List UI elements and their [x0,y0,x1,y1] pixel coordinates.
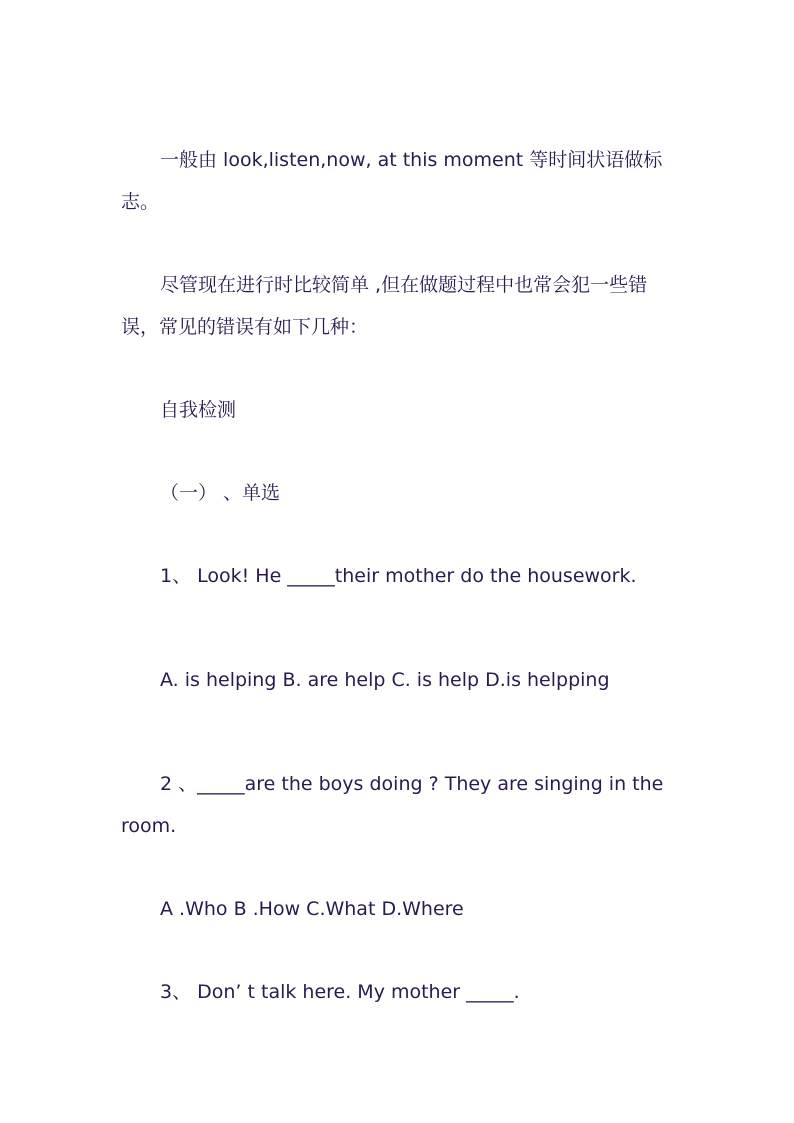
section-single-choice-heading: （一） 、单选 [160,482,281,504]
paragraph-time-markers-line2: 志。 [121,191,160,213]
question-1-options: A. is helping B. are help C. is help D.is helpping [160,669,610,691]
question-3-stem: 3、 Don’ t talk here. My mother _____. [160,981,520,1003]
paragraph-time-markers-line1: 一般由 look,listen,now, at this moment 等时间状语做标 [160,149,663,171]
question-2-options: A .Who B .How C.What D.Where [160,898,464,920]
question-1-stem: 1、 Look! He _____their mother do the housework. [160,565,637,587]
question-2-stem-line2: room. [121,815,177,837]
question-2-stem-line1: 2 、_____are the boys doing ? They are singing in the [160,773,664,795]
self-check-heading: 自我检测 [160,399,237,421]
paragraph-common-errors-line1: 尽管现在进行时比较简单 ,但在做题过程中也常会犯一些错 [160,274,648,296]
paragraph-common-errors-line2: 误，常见的错误有如下几种： [121,316,369,338]
